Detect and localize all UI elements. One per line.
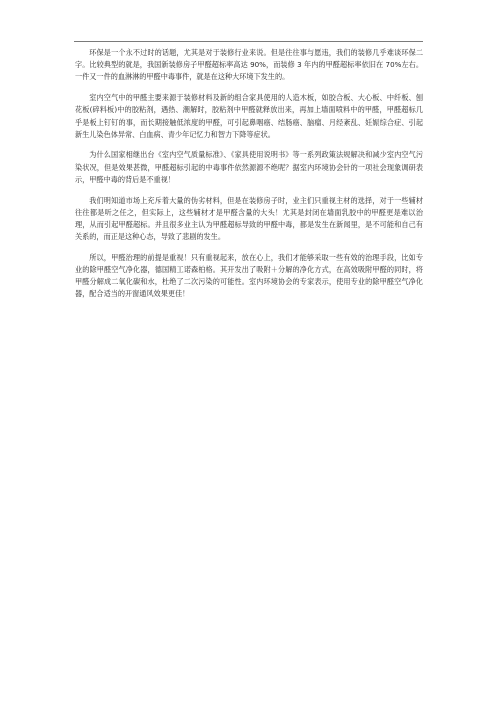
paragraph-sources: 室内空气中的甲醛主要来源于装修材料及新的组合家具使用的人造木板，如胶合板、大心板、中纤板、刨花板(碎料板)中的胶粘剂，遇热、潮解时，胶粘剂中甲醛就释放出来，再加上墙面喷料中的甲醛，甲醛超标几乎是板上钉钉的事，而长期接触低浓度的甲醛，可引起鼻咽癌、结肠癌、脑瘤、月经紊乱、妊娠综合症、引起新生儿染色体异常、白血病、青少年记忆力和智力下降等症状。 [75, 93, 423, 139]
paragraph-conclusion: 所以，甲醛治理的前提是重视！只有重视起来，放在心上，我们才能够采取一些有效的治理手段，比如专业的除甲醛空气净化器，德国精工诺森柏格。其开发出了吸附＋分解的净化方式，在高效吸附甲醛的同时，将甲醛分解成二氧化碳和水，杜绝了二次污染的可能性。室内环境协会的专家表示，使用专业的除甲醛空气净化器，配合适当的开窗通风效果更佳！ [75, 252, 423, 299]
paragraph-materials: 我们明知道市场上充斥着大量的伪劣材料，但是在装修房子时，业主们只重视主材的选择，对于一些辅材往往都是听之任之，但实际上，这些辅材才是甲醛含量的大头！尤其是封闭在墙面乳胶中的甲醛更是难以治理，从而引起甲醛超标。并且很多业主认为甲醛超标导致的甲醛中毒，都是发生在新闻里，是不可能和自己有关系的，而正是这种心态，导致了悲剧的发生。 [75, 195, 423, 242]
paragraph-regulations: 为什么国家相继出台《室内空气质量标准》、《家具使用说明书》等一系列政策法规解决和减少室内空气污染状况，但是效果甚微，甲醛超标引起的中毒事件依然源源不绝呢？据室内环境协会针的一项社会现象调研表示，甲醛中毒的背后是不重视！ [75, 150, 423, 184]
paragraph-intro: 环保是一个永不过时的话题，尤其是对于装修行业来说。但是往往事与愿违，我们的装修几乎难谈环保二字。比较典型的就是，我国新装修房子甲醛超标率高达 90%，而装修 3 年内的甲醛超标率依旧在 70%左右。一件又一件的血淋淋的甲醛中毒事件，就是在这种大环境下发生的。 [75, 48, 423, 82]
header-rule [74, 41, 423, 42]
document-body [75, 47, 423, 309]
